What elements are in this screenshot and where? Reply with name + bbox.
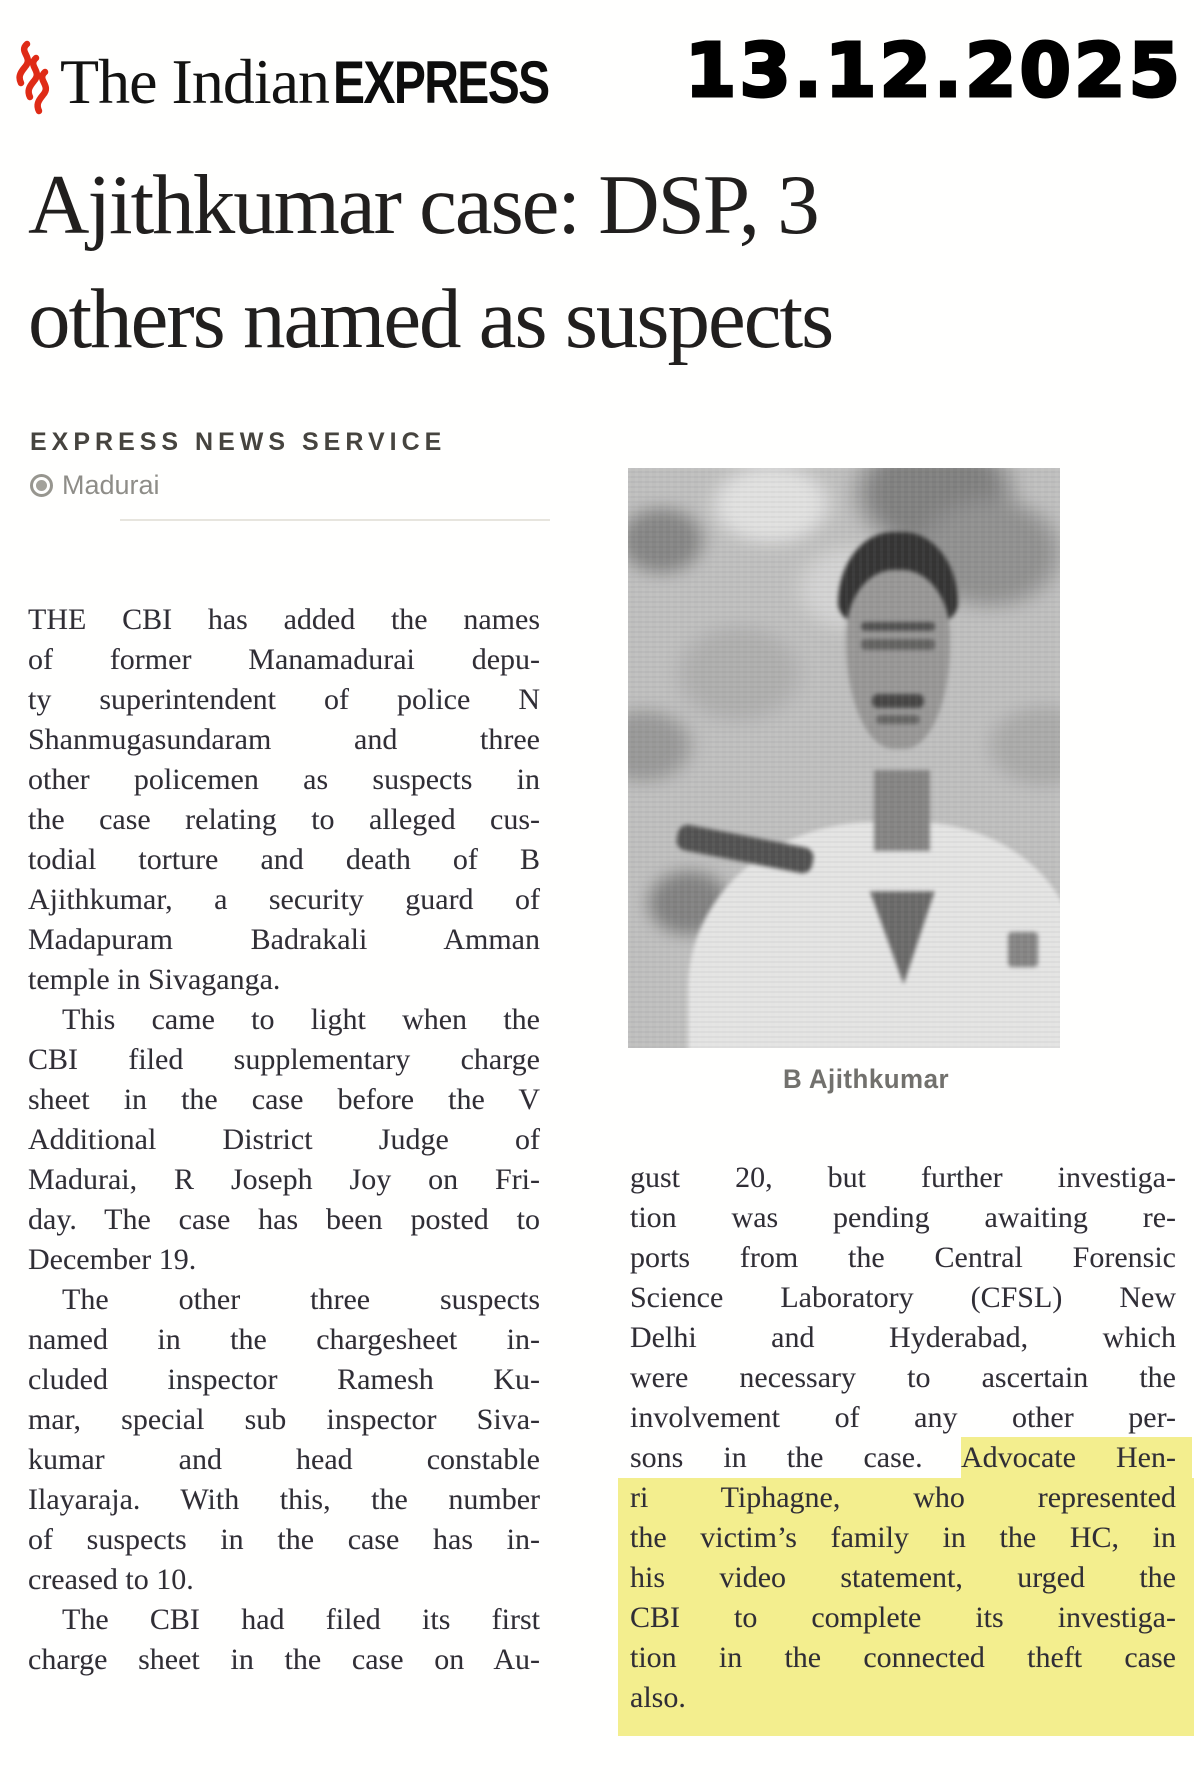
article-line: the victim’s family in the HC, in: [630, 1521, 1176, 1554]
highlighted-text: Advocate Hen-: [961, 1437, 1176, 1483]
article-line: Delhi and Hyderabad, which: [630, 1321, 1176, 1354]
byline-rule: [120, 519, 550, 521]
article-line: the case relating to alleged cus-: [28, 803, 540, 836]
article-line: were necessary to ascertain the: [630, 1361, 1176, 1394]
article-line: cluded inspector Ramesh Ku-: [28, 1363, 540, 1396]
edition-date: 13.12.2025: [684, 28, 1183, 114]
article-line: Madurai, R Joseph Joy on Fri-: [28, 1163, 540, 1196]
article-line: sheet in the case before the V: [28, 1083, 540, 1116]
article-line: also.: [630, 1681, 686, 1714]
article-line: ports from the Central Forensic: [630, 1241, 1176, 1274]
article-line: tion in the connected theft case: [630, 1641, 1176, 1674]
article-line: his video statement, urged the: [630, 1561, 1176, 1594]
article-line: temple in Sivaganga.: [28, 963, 281, 996]
article-line: Science Laboratory (CFSL) New: [630, 1281, 1176, 1314]
location-pin-icon: [30, 474, 53, 497]
article-column-left: [28, 600, 540, 1680]
article-line: tion was pending awaiting re-: [630, 1201, 1176, 1234]
article-line: The CBI had filed its first: [62, 1603, 540, 1636]
article-line: named in the chargesheet in-: [28, 1323, 540, 1356]
article-line: gust 20, but further investiga-: [630, 1161, 1176, 1194]
article-column-right: [630, 1158, 1176, 1736]
article-line: creased to 10.: [28, 1563, 194, 1596]
article-line: Additional District Judge of: [28, 1123, 540, 1156]
byline: [30, 428, 446, 501]
highlight-block: [618, 1478, 1194, 1736]
article-line: CBI filed supplementary charge: [28, 1043, 540, 1076]
brand-wordmark-serif: The Indian: [60, 46, 329, 117]
masthead-brand: [14, 36, 602, 118]
photo-grain-overlay: [628, 468, 1060, 1048]
article-line: [630, 1438, 1176, 1478]
article-line: December 19.: [28, 1243, 197, 1276]
article-line: THE CBI has added the names: [28, 603, 540, 636]
location-name: Madurai: [62, 470, 160, 500]
article-line: Madapuram Badrakali Amman: [28, 923, 540, 956]
article-line: Ilayaraja. With this, the number: [28, 1483, 540, 1516]
article-line: Shanmugasundaram and three: [28, 723, 540, 756]
article-line: ty superintendent of police N: [28, 683, 540, 716]
plain-text: sons in the case.: [630, 1441, 962, 1474]
headline-line-1: Ajithkumar case: DSP, 3: [28, 158, 818, 252]
headline: [28, 148, 1058, 376]
article-line: day. The case has been posted to: [28, 1203, 540, 1236]
byline-location-row: [30, 470, 446, 501]
brand-flame-icon: [14, 40, 52, 118]
article-line: involvement of any other per-: [630, 1401, 1176, 1434]
article-line: of suspects in the case has in-: [28, 1523, 540, 1556]
article-line: kumar and head constable: [28, 1443, 540, 1476]
article-line: This came to light when the: [62, 1003, 540, 1036]
photo-caption: B Ajithkumar: [782, 1064, 950, 1094]
article-line: of former Manamadurai depu-: [28, 643, 540, 676]
article-line: The other three suspects: [62, 1283, 540, 1316]
article-line: charge sheet in the case on Au-: [28, 1643, 540, 1676]
article-line: ri Tiphagne, who represented: [630, 1481, 1176, 1514]
article-line: todial torture and death of B: [28, 843, 540, 876]
article-line: mar, special sub inspector Siva-: [28, 1403, 540, 1436]
article-photo: [628, 468, 1060, 1048]
brand-wordmark-sans: EXPRESS: [333, 49, 549, 116]
article-line: CBI to complete its investiga-: [630, 1601, 1176, 1634]
article-line: other policemen as suspects in: [28, 763, 540, 796]
article-line: Ajithkumar, a security guard of: [28, 883, 540, 916]
byline-agency: EXPRESS NEWS SERVICE: [30, 428, 447, 456]
headline-line-2: others named as suspects: [28, 272, 833, 366]
